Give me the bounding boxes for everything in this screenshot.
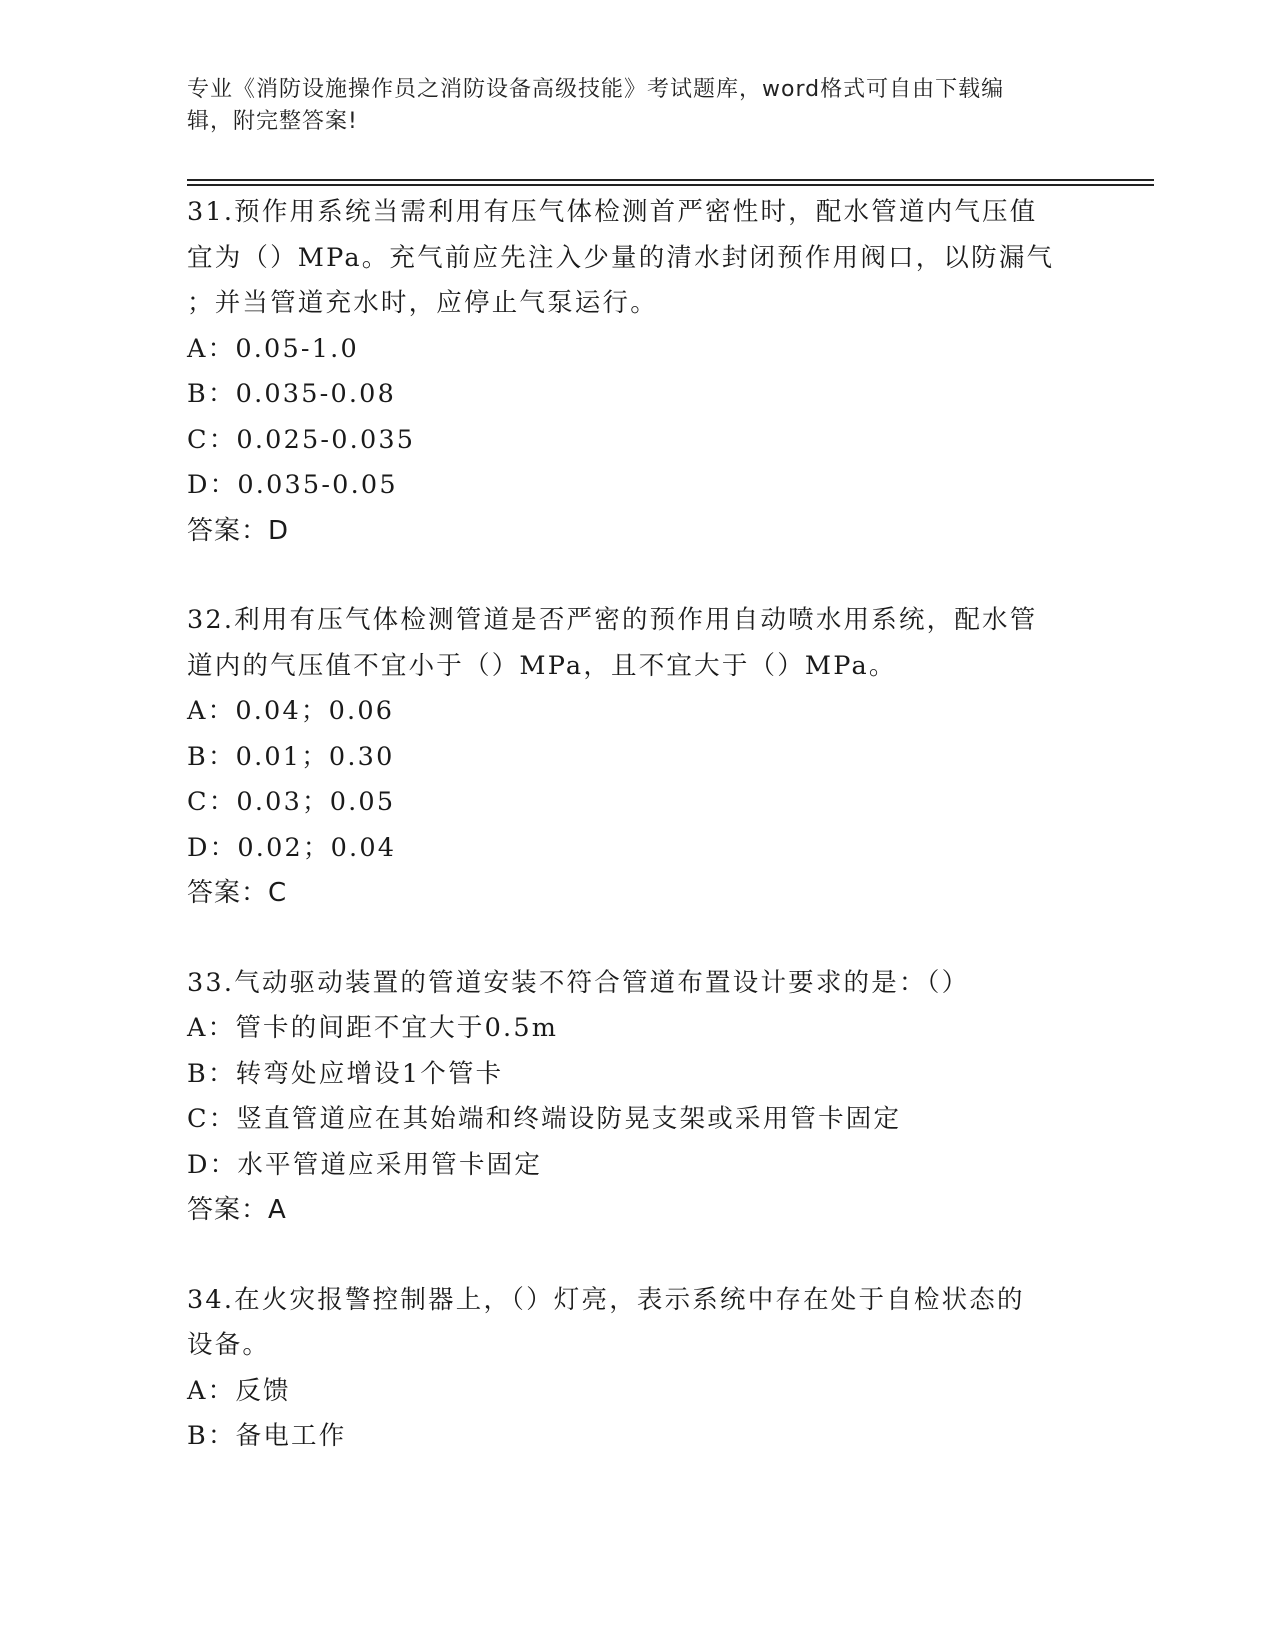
option-b: B：0.035-0.08 xyxy=(187,379,397,409)
option-d: D：0.02；0.04 xyxy=(187,832,397,863)
question-31 xyxy=(187,190,1087,554)
option-c: C：0.03；0.05 xyxy=(187,787,396,817)
option-d: D：水平管道应采用管卡固定 xyxy=(187,1149,543,1180)
question-text-line: 33.气动驱动装置的管道安装不符合管道布置设计要求的是：（） xyxy=(187,967,970,998)
question-text-line: ；并当管道充水时，应停止气泵运行。 xyxy=(187,288,658,318)
question-text-line: 设备。 xyxy=(187,1330,271,1360)
question-text-line: 道内的气压值不宜小于（）MPa，且不宜大于（）MPa。 xyxy=(187,650,897,681)
question-text-line: 31.预作用系统当需利用有压气体检测首严密性时，配水管道内气压值 xyxy=(187,197,1038,227)
question-33 xyxy=(187,961,1087,1234)
question-32 xyxy=(187,598,1087,917)
question-spacer xyxy=(187,917,1087,961)
option-b: B：转弯处应增设1个管卡 xyxy=(187,1058,504,1089)
option-c: C：竖直管道应在其始端和终端设防晃支架或采用管卡固定 xyxy=(187,1104,902,1134)
question-spacer xyxy=(187,554,1087,598)
option-d: D：0.035-0.05 xyxy=(187,470,398,500)
answer: 答案：D xyxy=(187,515,290,546)
option-a: A：管卡的间距不宜大于0.5m xyxy=(187,1013,559,1043)
question-list xyxy=(187,190,1087,1460)
option-b: B：备电工作 xyxy=(187,1421,347,1451)
option-a: A：0.04；0.06 xyxy=(187,696,395,726)
header-divider-bottom xyxy=(187,184,1154,186)
option-a: A：反馈 xyxy=(187,1375,291,1406)
document-header xyxy=(187,74,1067,138)
question-text-line: 34.在火灾报警控制器上，（）灯亮，表示系统中存在处于自检状态的 xyxy=(187,1284,1025,1315)
question-spacer xyxy=(187,1234,1087,1278)
header-line-1: 专业《消防设施操作员之消防设备高级技能》考试题库，word格式可自由下载编 xyxy=(187,77,1005,102)
answer: 答案：A xyxy=(187,1195,287,1225)
option-c: C：0.025-0.035 xyxy=(187,424,416,455)
header-divider-top xyxy=(187,179,1154,181)
option-a: A：0.05-1.0 xyxy=(187,333,359,364)
option-b: B：0.01；0.30 xyxy=(187,741,395,772)
question-34 xyxy=(187,1278,1087,1460)
header-line-2: 辑，附完整答案! xyxy=(187,109,358,134)
question-text-line: 32.利用有压气体检测管道是否严密的预作用自动喷水用系统，配水管 xyxy=(187,605,1038,635)
question-text-line: 宜为（）MPa。充气前应先注入少量的清水封闭预作用阀口，以防漏气 xyxy=(187,242,1055,273)
answer: 答案：C xyxy=(187,878,288,908)
